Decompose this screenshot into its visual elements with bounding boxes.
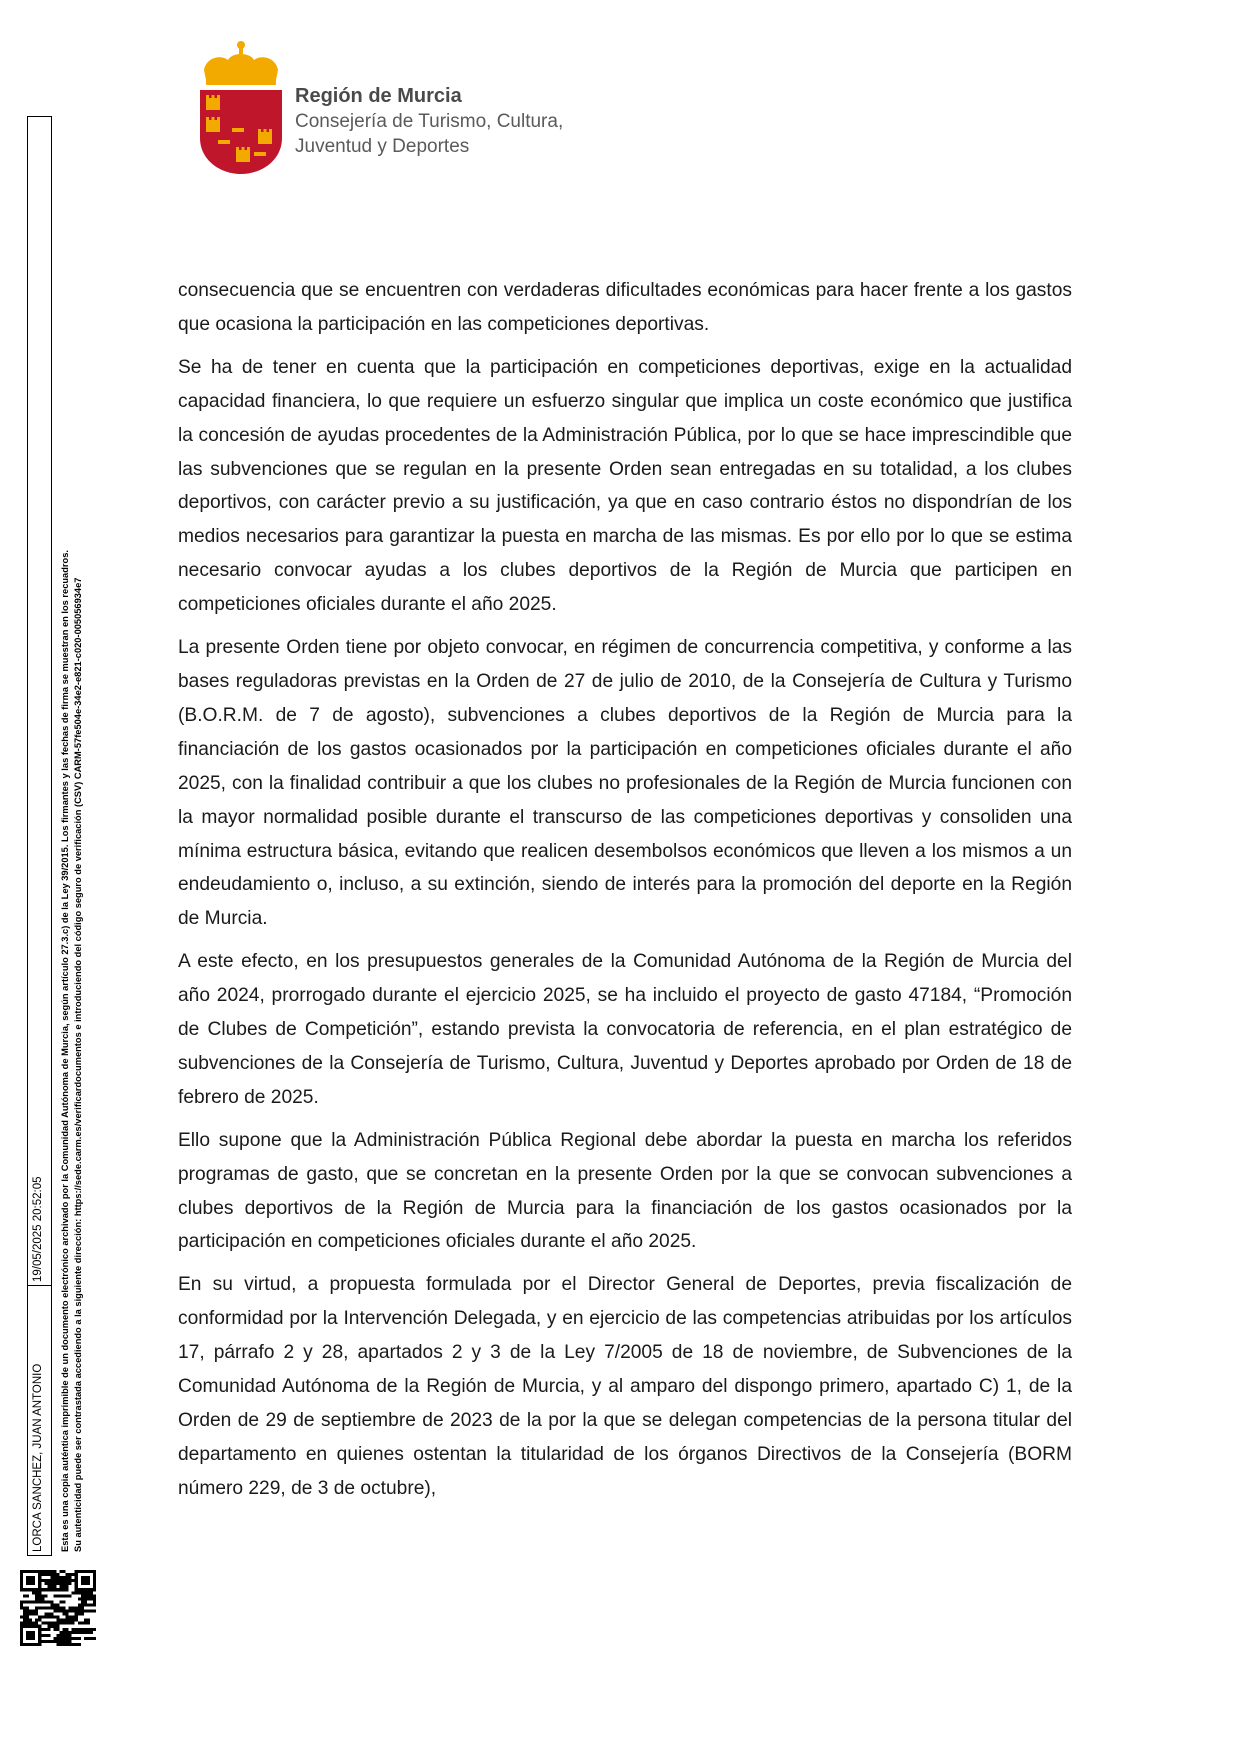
signature-divider — [28, 1285, 51, 1286]
signature-date: 19/05/2025 20:52:05 — [32, 1176, 44, 1282]
legal-notice-line1: Esta es una copia auténtica imprimible de un documento electrónico archivado por la Comunidad Autónoma de Murcia, según artículo 27.3.c) de la Ley 39/2015. Los firmantes y las fechas de firma se muestran en los recuadros. — [60, 550, 70, 1552]
paragraph: A este efecto, en los presupuestos generales de la Comunidad Autónoma de la Región de Murcia del año 2024, prorrogado durante el ejercicio 2025, se ha incluido el proyecto de gasto 47184, “Promoción de Clubes de Competición”, estando prevista la convocatoria de referencia, en el plan estratégico de subvenciones de la Consejería de Turismo, Cultura, Juventud y Deportes aprobado por Orden de 18 de febrero de 2025. — [178, 951, 1072, 1108]
dept-name-line2: Juventud y Deportes — [295, 136, 470, 157]
document-body — [178, 274, 1072, 1515]
legal-notice-line2: Su autenticidad puede ser contrastada accediendo a la siguiente dirección: https://sede.carm.es/verificardocumentos e introduciendo del código seguro de verificación (CSV) CARM-57fe504e-34e2-e821-c020-005056934e7 — [73, 577, 83, 1552]
paragraph: consecuencia que se encuentren con verdaderas dificultades económicas para hacer frente a los gastos que ocasiona la participación en las competiciones deportivas. — [178, 280, 1072, 335]
region-murcia-logo — [196, 40, 286, 175]
signer-name: LORCA SANCHEZ, JUAN ANTONIO — [32, 1363, 44, 1552]
department-header — [295, 84, 563, 159]
paragraph: En su virtud, a propuesta formulada por el Director General de Deportes, previa fiscalización de conformidad por la Intervención Delegada, y en ejercicio de las competencias atribuidas por los artículos 17, párrafo 2 y 28, apartados 2 y 3 de la Ley 7/2005 de 18 de noviembre, de Subvenciones de la Comunidad Autónoma de la Región de Murcia, y al amparo del dispongo primero, apartado C) 1, de la Orden de 29 de septiembre de 2023 de la por la que se delegan competencias de la persona titular del departamento en quienes ostentan la titularidad de los órganos Directivos de la Consejería (BORM número 229, de 3 de octubre), — [178, 1274, 1072, 1499]
paragraph: Ello supone que la Administración Pública Regional debe abordar la puesta en marcha los referidos programas de gasto, que se concretan en la presente Orden por la que se convocan subvenciones a clubes deportivos de la Región de Murcia para la financiación de los gastos ocasionados por la participación en competiciones oficiales durante el año 2025. — [178, 1129, 1072, 1253]
signature-box — [27, 116, 52, 1556]
qr-code — [20, 1570, 96, 1646]
org-name: Región de Murcia — [295, 85, 462, 107]
signature-strip — [27, 116, 89, 1556]
dept-name-line1: Consejería de Turismo, Cultura, — [295, 111, 564, 132]
paragraph: La presente Orden tiene por objeto convocar, en régimen de concurrencia competitiva, y conforme a las bases reguladoras previstas en la Orden de 27 de julio de 2010, de la Consejería de Cultura y Turismo (B.O.R.M. de 7 de agosto), subvenciones a clubes deportivos de la Región de Murcia para la financiación de los gastos ocasionados por la participación en competiciones oficiales durante el año 2025, con la finalidad contribuir a que los clubes no profesionales de la Región de Murcia funcionen con la mayor normalidad posible durante el transcurso de las competiciones deportivas y consoliden una mínima estructura básica, evitando que realicen desembolsos económicos que lleven a los mismos a un endeudamiento o, incluso, a su extinción, siendo de interés para la promoción del deporte en la Región de Murcia. — [178, 637, 1072, 930]
crown-icon — [204, 41, 278, 85]
paragraph: Se ha de tener en cuenta que la participación en competiciones deportivas, exige en la actualidad capacidad financiera, lo que requiere un esfuerzo singular que implica un coste económico que justifica la concesión de ayudas procedentes de la Administración Pública, por lo que se hace imprescindible que las subvenciones que se regulan en la presente Orden sean entregadas en su totalidad, a los clubes deportivos, con carácter previo a su justificación, ya que en caso contrario éstos no dispondrían de los medios necesarios para garantizar la puesta en marcha de las mismas. Es por ello por lo que se estima necesario convocar ayudas a los clubes deportivos de la Región de Murcia que participen en competiciones oficiales durante el año 2025. — [178, 356, 1072, 616]
